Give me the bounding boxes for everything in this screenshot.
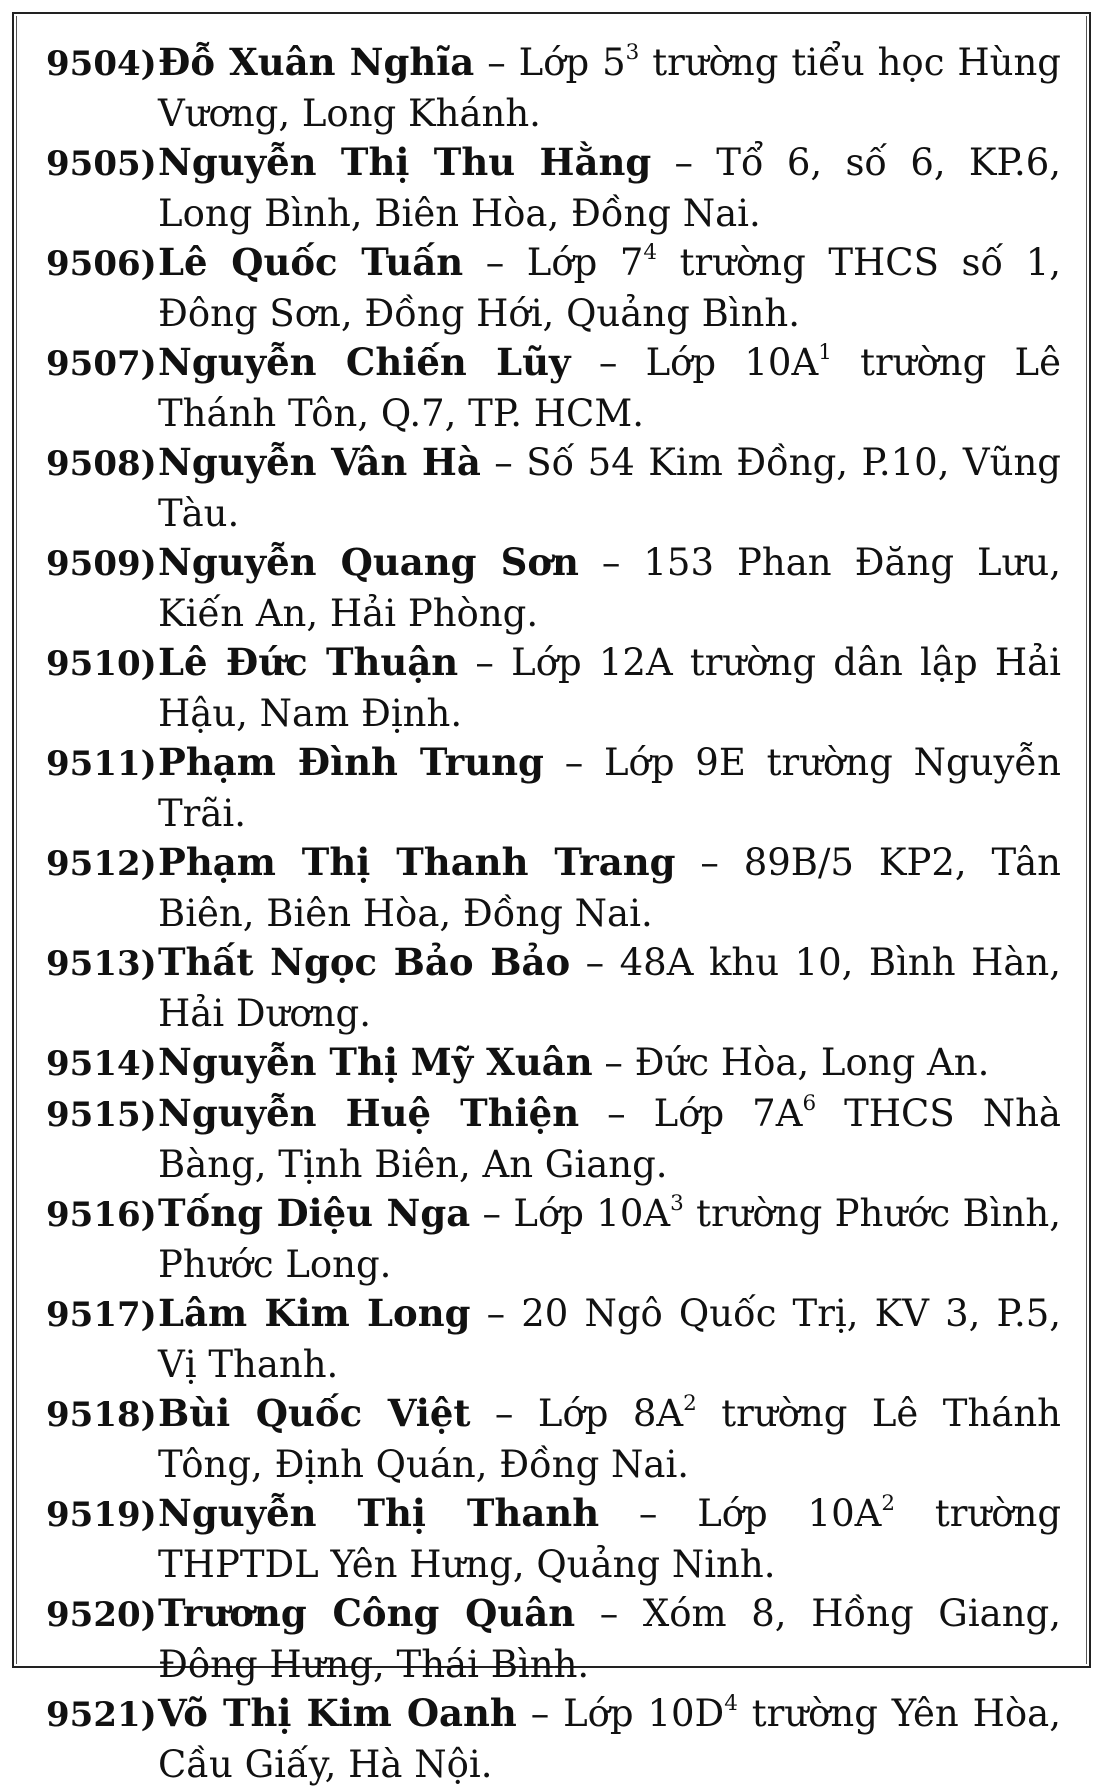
entry-detail: – Lớp 12A trường dân lập Hải Hậu, Nam Định. [158, 641, 1061, 735]
entry-detail-rest: trường Phước Bình, Phước Long. [158, 1192, 1061, 1286]
entry-name: Lâm Kim Long [158, 1291, 471, 1335]
entry-detail: – 48A khu 10, Bình Hàn, Hải Dương. [158, 941, 1061, 1035]
list-item [46, 538, 1061, 638]
entry-number: 9509) [46, 544, 157, 584]
entry-number: 9515) [46, 1095, 157, 1135]
list-item [46, 1189, 1061, 1289]
entry-name: Phạm Đình Trung [158, 740, 544, 784]
entry-detail-rest: trường tiểu học Hùng Vương, Long Khánh. [158, 41, 1061, 135]
list-item [46, 1289, 1061, 1389]
entry-number: 9507) [46, 344, 157, 384]
entry-number: 9512) [46, 844, 157, 884]
entry-detail: – Đức Hòa, Long An. [604, 1041, 990, 1084]
entry-detail: – Tổ 6, số 6, KP.6, Long Bình, Biên Hòa, Đồng Nai. [158, 141, 1062, 235]
entry-name: Nguyễn Thị Thu Hằng [158, 140, 652, 184]
entry-name: Nguyễn Thị Thanh [158, 1491, 600, 1535]
entry-number: 9518) [46, 1395, 157, 1435]
entry-name: Tống Diệu Nga [158, 1191, 471, 1235]
entry-detail-rest: THCS Nhà Bàng, Tịnh Biên, An Giang. [158, 1092, 1061, 1186]
entry-detail: – Xóm 8, Hồng Giang, Đông Hưng, Thái Bình. [158, 1592, 1061, 1686]
entry-name: Võ Thị Kim Oanh [158, 1691, 517, 1735]
list-item [46, 238, 1061, 338]
list-item [46, 1489, 1061, 1589]
entry-detail: – 20 Ngô Quốc Trị, KV 3, P.5, Vị Thanh. [158, 1292, 1062, 1386]
entry-name: Lê Quốc Tuấn [158, 240, 464, 284]
entry-number: 9516) [46, 1195, 157, 1235]
entry-number: 9521) [46, 1695, 157, 1735]
entry-number: 9504) [46, 44, 157, 84]
list-item [46, 438, 1061, 538]
entry-detail-rest: trường THCS số 1, Đông Sơn, Đồng Hới, Quảng Bình. [158, 241, 1062, 335]
entry-detail: – Lớp 5 [487, 41, 626, 84]
entry-number: 9506) [46, 244, 157, 284]
entry-name: Nguyễn Thị Mỹ Xuân [158, 1040, 593, 1084]
entry-name: Lê Đức Thuận [158, 640, 459, 684]
entry-number: 9514) [46, 1044, 157, 1084]
entry-detail: – Số 54 Kim Đồng, P.10, Vũng Tàu. [158, 441, 1061, 535]
entry-superscript: 6 [802, 1090, 817, 1116]
list-item [46, 1389, 1061, 1489]
entry-number: 9508) [46, 444, 157, 484]
entry-name: Nguyễn Quang Sơn [158, 540, 579, 584]
list-item [46, 638, 1061, 738]
list-item [46, 1589, 1061, 1689]
list-item [46, 1038, 1061, 1089]
list-item [46, 138, 1061, 238]
entry-superscript: 4 [724, 1690, 738, 1716]
entry-number: 9505) [46, 144, 157, 184]
entry-superscript: 2 [881, 1490, 896, 1516]
list-item [46, 38, 1061, 138]
entry-superscript: 3 [625, 39, 640, 65]
entry-name: Bùi Quốc Việt [158, 1391, 471, 1435]
list-item [46, 938, 1061, 1038]
entry-list [46, 38, 1061, 1789]
entry-detail: – Lớp 7 [485, 241, 644, 284]
entry-detail-rest: trường Yên Hòa, Cầu Giấy, Hà Nội. [158, 1692, 1061, 1786]
entry-number: 9520) [46, 1595, 157, 1635]
entry-detail-rest: trường Lê Thánh Tôn, Q.7, TP. HCM. [158, 341, 1062, 435]
entry-name: Nguyễn Vân Hà [158, 440, 481, 484]
entry-number: 9513) [46, 944, 157, 984]
list-item [46, 738, 1061, 838]
entry-superscript: 4 [643, 239, 658, 265]
entry-detail: – Lớp 7A [607, 1092, 803, 1135]
entry-name: Trương Công Quân [158, 1591, 576, 1635]
entry-number: 9519) [46, 1495, 157, 1535]
entry-detail: – Lớp 9E trường Nguyễn Trãi. [158, 741, 1061, 835]
list-item [46, 338, 1061, 438]
entry-detail: – Lớp 10A [638, 1492, 882, 1535]
list-item [46, 838, 1061, 938]
list-item [46, 1689, 1061, 1789]
entry-name: Phạm Thị Thanh Trang [158, 840, 676, 884]
entry-superscript: 3 [670, 1190, 684, 1216]
entry-detail: – Lớp 8A [494, 1392, 684, 1435]
entry-detail: – Lớp 10D [530, 1692, 725, 1735]
entry-number: 9511) [46, 744, 157, 784]
entry-detail-rest: trường THPTDL Yên Hưng, Quảng Ninh. [158, 1492, 1061, 1586]
entry-name: Nguyễn Chiến Lũy [158, 340, 571, 384]
entry-superscript: 1 [818, 339, 832, 365]
entry-name: Thất Ngọc Bảo Bảo [158, 940, 571, 984]
entry-name: Đỗ Xuân Nghĩa [158, 40, 475, 84]
entry-number: 9517) [46, 1295, 157, 1335]
entry-superscript: 2 [683, 1390, 697, 1416]
entry-detail: – 89B/5 KP2, Tân Biên, Biên Hòa, Đồng Nai. [158, 841, 1061, 935]
list-item [46, 1089, 1061, 1189]
entry-detail-rest: trường Lê Thánh Tông, Định Quán, Đồng Nai. [158, 1392, 1062, 1486]
entry-detail: – 153 Phan Đăng Lưu, Kiến An, Hải Phòng. [158, 541, 1061, 635]
entry-detail: – Lớp 10A [482, 1192, 671, 1235]
entry-detail: – Lớp 10A [598, 341, 819, 384]
entry-number: 9510) [46, 644, 157, 684]
entry-name: Nguyễn Huệ Thiện [158, 1091, 580, 1135]
